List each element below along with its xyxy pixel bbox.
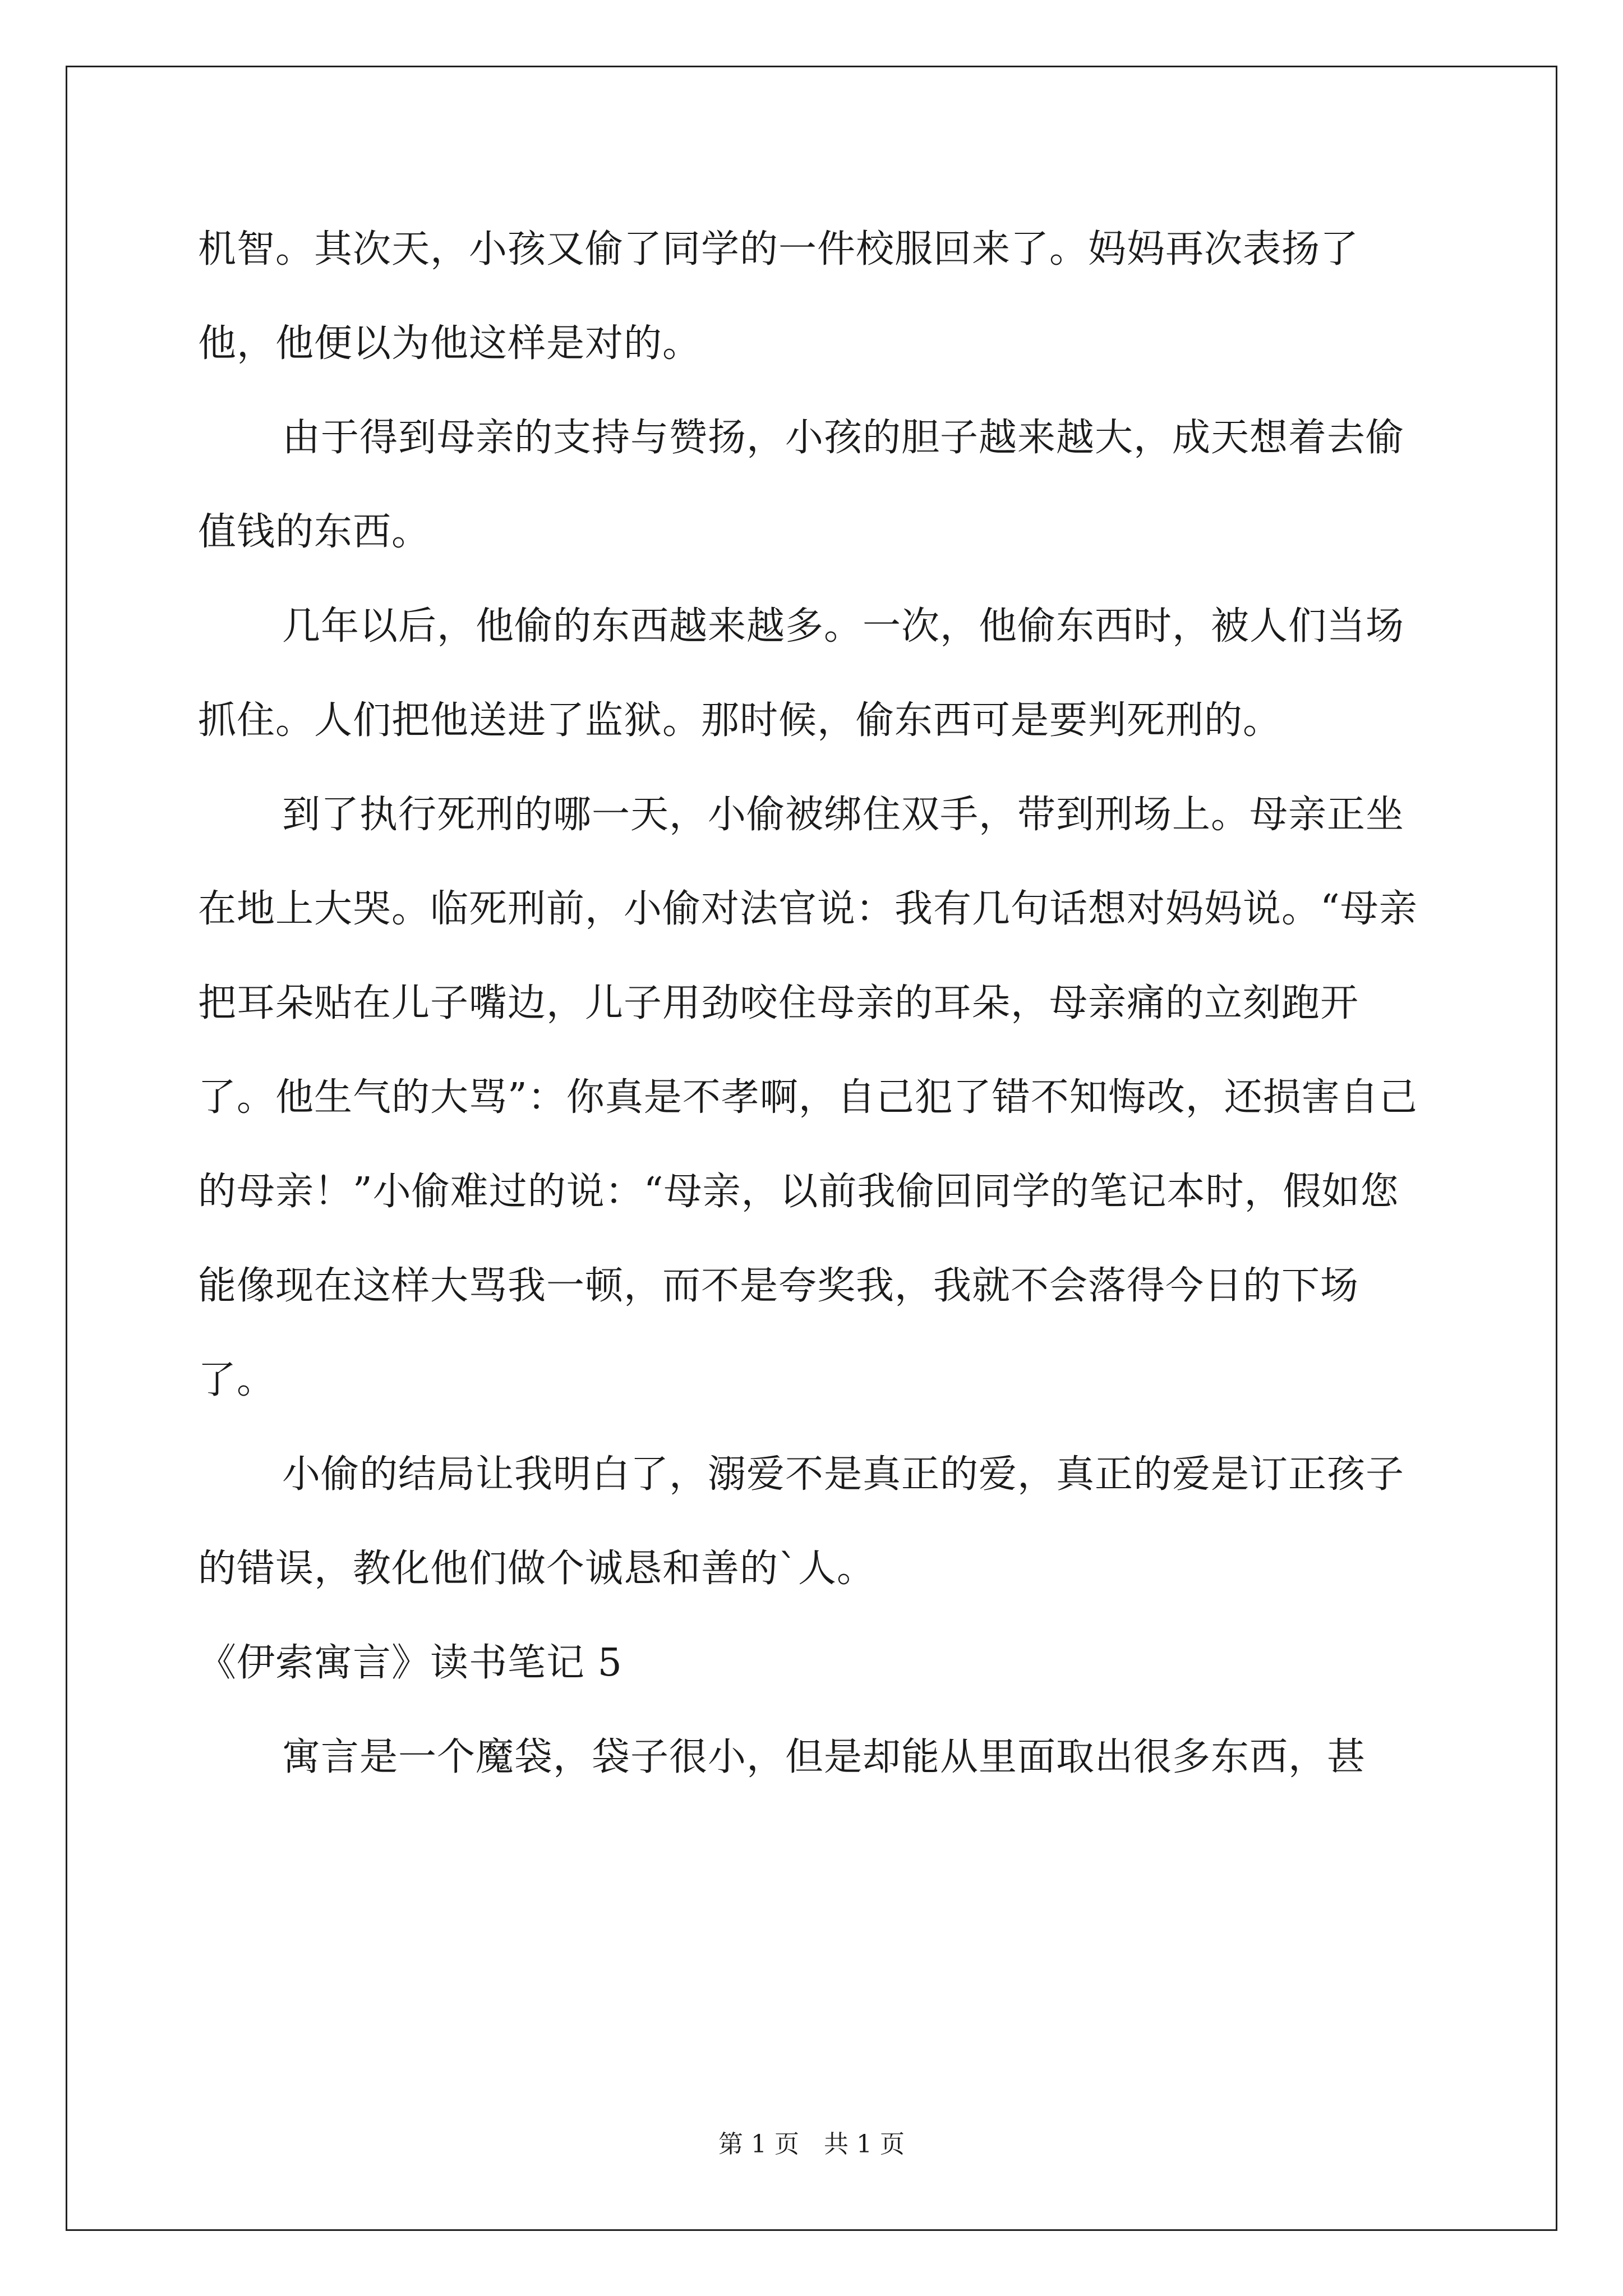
- paragraph-6: 寓言是一个魔袋，袋子很小，但是却能从里面取出很多东西，甚: [282, 1735, 1366, 1779]
- paragraph-2: 由于得到母亲的支持与赞扬，小孩的胆子越来越大，成天想着去偷值钱的东西。: [198, 416, 1405, 554]
- paragraph-1: 机智。其次天，小孩又偷了同学的一件校服回来了。妈妈再次表扬了他，他便以为他这样是对的。: [198, 227, 1359, 366]
- page-footer: 第 1 页 共 1 页: [718, 2130, 905, 2159]
- paragraph-4: 到了执行死刑的哪一天，小偷被绑住双手，带到刑场上。母亲正坐在地上大哭。临死刑前，小偷对法官说：我有几句话想对妈妈说。“母亲把耳朵贴在儿子嘴边，儿子用劲咬住母亲的耳朵，母亲痛的立刻跑开了。他生气的大骂”：你真是不孝啊，自己犯了错不知悔改，还损害自己的母亲！”小偷难过的说：“母亲，以前我偷回同学的笔记本时，假如您能像现在这样大骂我一顿，而不是夸奖我，我就不会落得今日的下场了。: [198, 793, 1418, 1402]
- document-body: [198, 203, 1432, 1805]
- paragraph-5: 小偷的结局让我明白了，溺爱不是真正的爱，真正的爱是订正孩子的错误，教化他们做个诚恳和善的`人。: [198, 1452, 1405, 1591]
- paragraph-3: 几年以后，他偷的东西越来越多。一次，他偷东西时，被人们当场抓住。人们把他送进了监狱。那时候，偷东西可是要判死刑的。: [198, 604, 1405, 743]
- section-heading: 《伊索寓言》读书笔记 5: [198, 1641, 623, 1685]
